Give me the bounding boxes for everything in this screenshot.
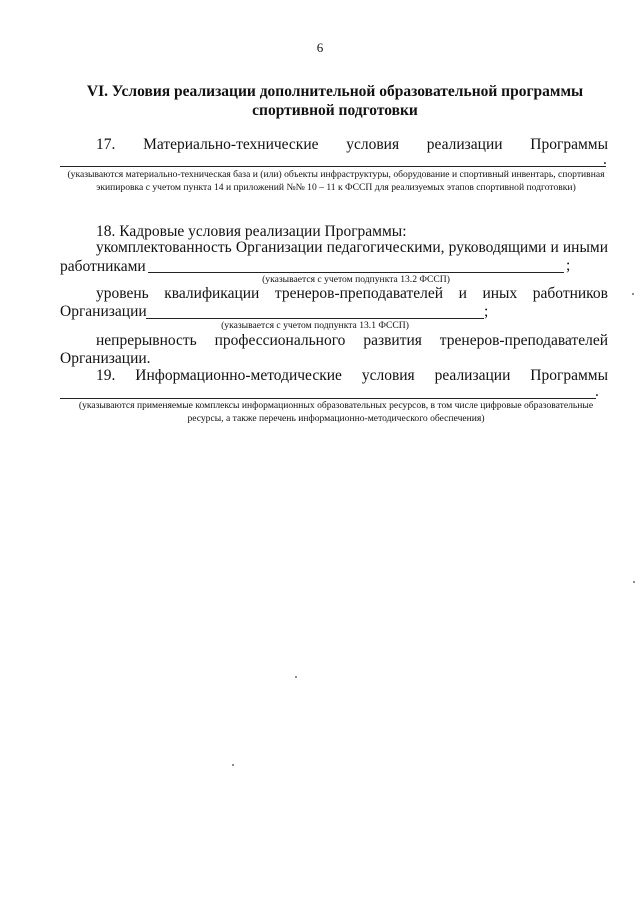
item18-staffing-end: ; <box>566 257 571 274</box>
item18-continuity-line1: непрерывность профессионального развития тренеров-преподавателей <box>96 332 608 349</box>
item18-qualification-line2: Организации <box>60 303 147 320</box>
item18-qualification-line1: уровень квалификации тренеров-преподавателей и иных работников <box>96 285 608 302</box>
item17-note: (указываются материально-техническая база и (или) объекты инфраструктуры, оборудование и спортивный инвентарь, спортивная экипировка с учетом пункта 14 и приложений №№ 10 – 11 к ФССП для реализуемых этапов спортивной подготовки) <box>67 169 605 193</box>
item18-staffing-line1: укомплектованность Организации педагогическими, руководящими и иными <box>96 239 608 256</box>
item17-fill-line <box>60 166 606 167</box>
item17-text: 17. Материально-технические условия реализации Программы <box>96 136 608 153</box>
page-number: 6 <box>316 40 324 55</box>
item18-staffing-line2: работниками <box>60 258 146 275</box>
scan-speck <box>295 676 297 678</box>
item19-note: (указываются применяемые комплексы информационных образовательных ресурсов, в том числе цифровые образовательные ресурсы, а также перечень информационно-методического обеспечения) <box>78 400 594 424</box>
section-title: VI. Условия реализации дополнительной образовательной программы спортивной подготовки <box>86 83 584 119</box>
item19-text: 19. Информационно-методические условия реализации Программы <box>96 367 608 384</box>
scan-speck <box>232 764 234 766</box>
item18-continuity-line2: Организации. <box>60 350 151 367</box>
item17-end: . <box>603 151 607 168</box>
scan-speck <box>633 581 635 583</box>
item18-qualification-end: ; <box>484 303 489 320</box>
scan-speck <box>632 293 634 295</box>
item18-title: 18. Кадровые условия реализации Программы: <box>96 223 407 240</box>
item18-staffing-note: (указывается с учетом подпункта 13.2 ФССП) <box>262 274 450 285</box>
item18-qualification-note: (указывается с учетом подпункта 13.1 ФССП) <box>221 320 409 331</box>
item19-end: . <box>595 383 599 400</box>
